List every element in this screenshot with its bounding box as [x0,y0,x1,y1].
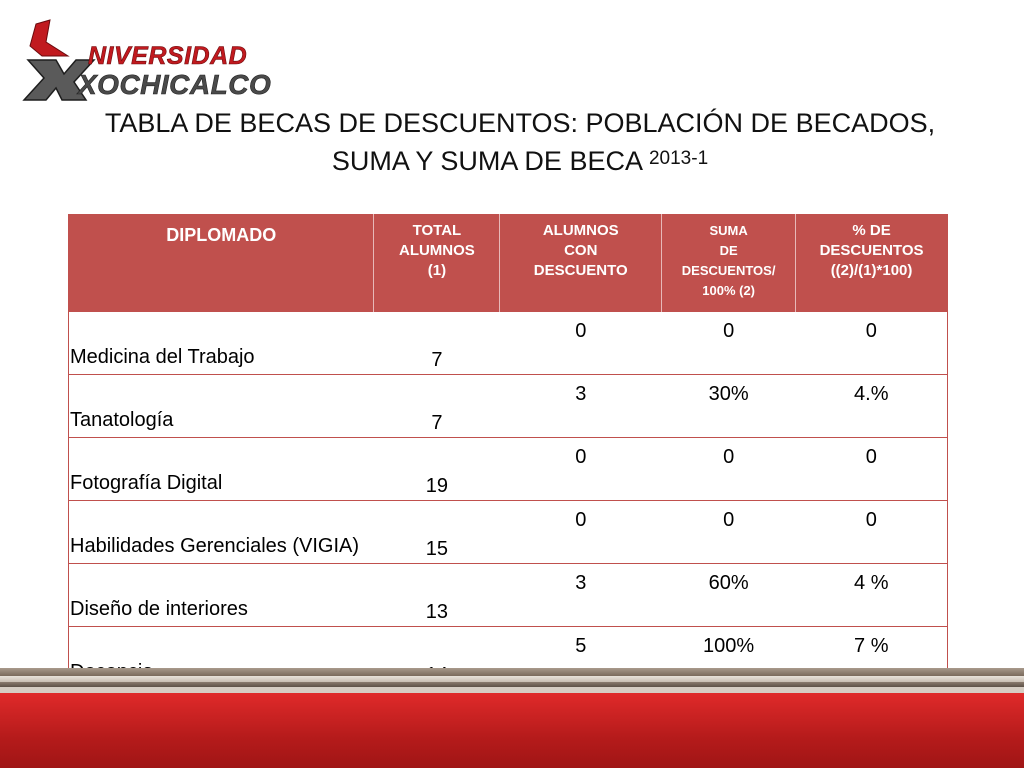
table-row [69,312,948,375]
table-row [69,564,948,627]
porcentaje-descuentos-cell: 0 [796,501,948,564]
column-header [374,215,500,312]
suma-descuentos-cell: 60% [662,564,796,627]
alumnos-con-descuento-cell: 0 [500,438,662,501]
table-row [69,438,948,501]
total-alumnos-cell: 13 [374,564,500,627]
suma-descuentos-cell: 100% [662,627,796,690]
diplomado-cell: Diseño de interiores [69,564,374,627]
diplomado-cell: Fotografía Digital [69,438,374,501]
column-header [796,215,948,312]
alumnos-con-descuento-cell: 3 [500,375,662,438]
slide-title [60,104,980,184]
table-body [69,312,948,690]
total-alumnos-cell: 15 [374,501,500,564]
alumnos-con-descuento-cell: 0 [500,312,662,375]
university-logo [22,16,292,102]
table-row [69,501,948,564]
footer-band [0,668,1024,676]
title-period: 2013-1 [648,148,709,169]
alumnos-con-descuento-cell: 3 [500,564,662,627]
column-header-line: DESCUENTO [533,262,628,279]
diplomado-cell: Medicina del Trabajo [69,312,374,375]
diplomado-cell: Tanatología [69,375,374,438]
column-header-line: DESCUENTOS/ [681,263,776,278]
porcentaje-descuentos-cell: 0 [796,312,948,375]
column-header [662,215,796,312]
column-header-line: 100% (2) [702,283,755,298]
becas-table [68,214,948,690]
column-header-line: DE [719,243,738,258]
alumnos-con-descuento-cell: 5 [500,627,662,690]
column-header-line: % DE [852,222,891,239]
total-alumnos-cell: 7 [374,312,500,375]
table-row [69,375,948,438]
footer-red-band [0,693,1024,768]
title-line-1: TABLA DE BECAS DE DESCUENTOS: POBLACIÓN DE BECADOS, [104,108,936,138]
total-alumnos-cell: 7 [374,375,500,438]
title-line-2 [60,142,980,184]
column-header-line: SUMA [709,223,748,238]
table-header-row [69,215,948,312]
column-header-line: ALUMNOS [398,242,475,259]
logo-bottom-text: XOCHICALCO [78,69,272,100]
column-header-line: TOTAL [412,222,462,239]
logo-top-text: NIVERSIDAD [88,42,248,70]
suma-descuentos-cell: 0 [662,438,796,501]
alumnos-con-descuento-cell: 0 [500,501,662,564]
column-header-line: ((2)/(1)*100) [830,262,913,279]
diplomado-cell: Habilidades Gerenciales (VIGIA) [69,501,374,564]
column-header-line: CON [564,242,598,259]
porcentaje-descuentos-cell: 0 [796,438,948,501]
column-header-line: (1) [427,262,447,279]
suma-descuentos-cell: 30% [662,375,796,438]
column-header [69,215,374,312]
total-alumnos-cell: 19 [374,438,500,501]
column-header-line: DESCUENTOS [819,242,924,259]
column-header-line: ALUMNOS [542,222,619,239]
porcentaje-descuentos-cell: 7 % [796,627,948,690]
porcentaje-descuentos-cell: 4.% [796,375,948,438]
porcentaje-descuentos-cell: 4 % [796,564,948,627]
title-line-2-text: SUMA Y SUMA DE BECA [331,146,643,176]
suma-descuentos-cell: 0 [662,312,796,375]
suma-descuentos-cell: 0 [662,501,796,564]
column-header [500,215,662,312]
column-header-line: DIPLOMADO [166,225,277,245]
